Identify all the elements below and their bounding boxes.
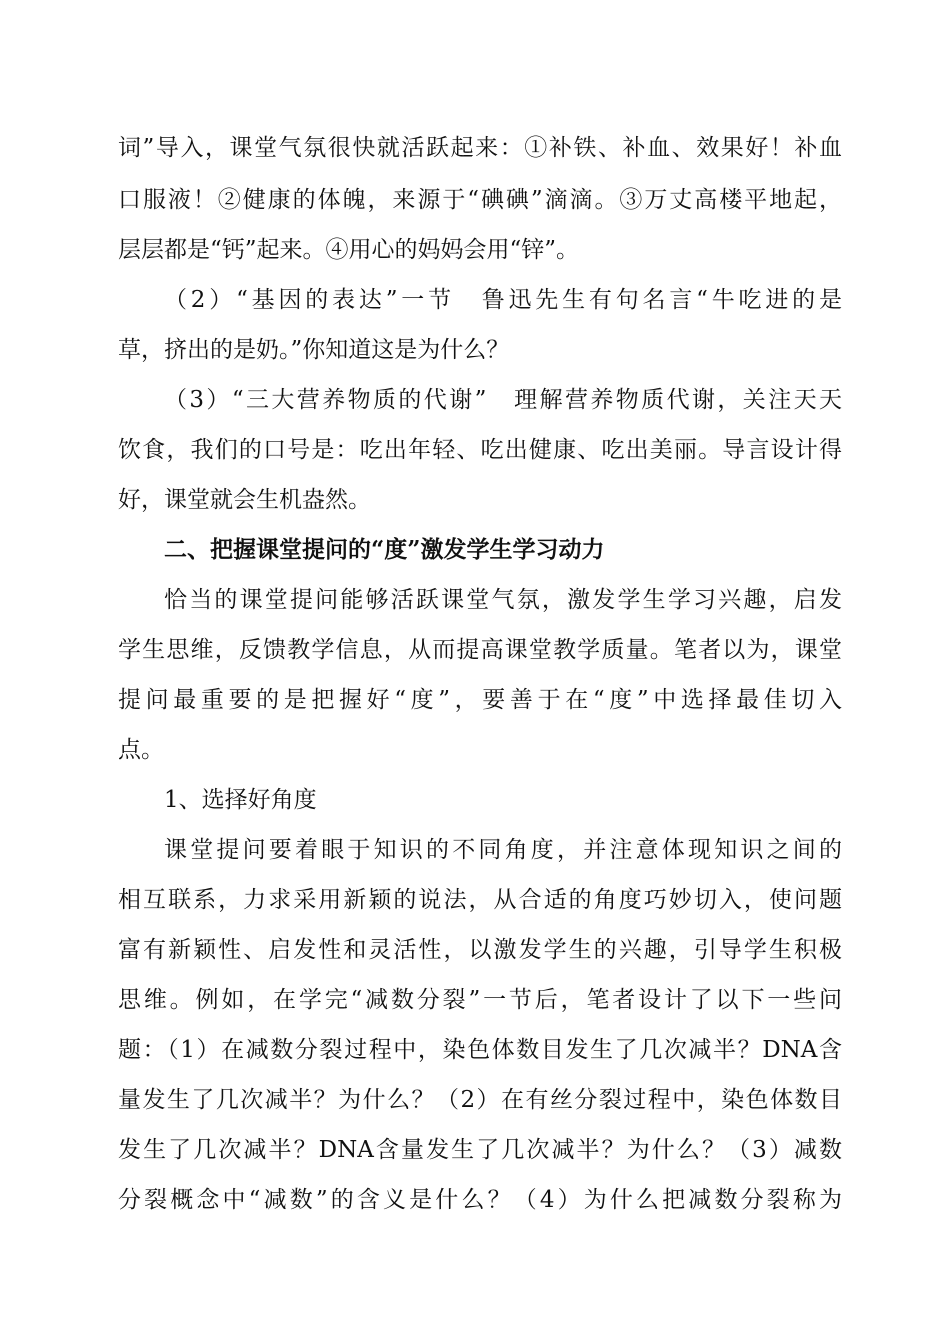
text-line: 草，挤出的是奶。”你知道这是为什么？	[118, 337, 510, 363]
text-line: （2）“基因的表达”一节 鲁迅先生有句名言“牛吃进的是	[164, 287, 842, 313]
subsection-heading: 1、选择好角度	[164, 787, 317, 813]
section-heading: 二、把握课堂提问的“度”激发学生学习动力	[164, 536, 605, 563]
text-line: 饮食，我们的口号是：吃出年轻、吃出健康、吃出美丽。导言设计得	[118, 437, 842, 463]
text-line: （3）“三大营养物质的代谢” 理解营养物质代谢，关注天天	[164, 387, 842, 413]
text-line: 学生思维，反馈教学信息，从而提高课堂教学质量。笔者以为，课堂	[118, 637, 842, 663]
text-line: 点。	[118, 737, 164, 763]
text-line: 发生了几次减半？DNA含量发生了几次减半？为什么？（3）减数	[118, 1137, 842, 1163]
text-line: 分裂概念中“减数”的含义是什么？（4）为什么把减数分裂称为	[118, 1187, 842, 1213]
text-line: 量发生了几次减半？为什么？（2）在有丝分裂过程中，染色体数目	[118, 1087, 842, 1113]
text-line: 词”导入，课堂气氛很快就活跃起来：①补铁、补血、效果好！补血	[118, 135, 842, 161]
text-line: 提问最重要的是把握好“度”，要善于在“度”中选择最佳切入	[118, 687, 842, 713]
text-line: 相互联系，力求采用新颖的说法，从合适的角度巧妙切入，使问题	[118, 887, 842, 913]
text-line: 课堂提问要着眼于知识的不同角度，并注意体现知识之间的	[164, 837, 842, 863]
text-line: 富有新颖性、启发性和灵活性，以激发学生的兴趣，引导学生积极	[118, 937, 842, 963]
text-line: 题：（1）在减数分裂过程中，染色体数目发生了几次减半？DNA含	[118, 1037, 842, 1063]
text-line: 恰当的课堂提问能够活跃课堂气氛，激发学生学习兴趣，启发	[164, 587, 842, 613]
text-line: 层层都是“钙”起来。④用心的妈妈会用“锌”。	[118, 237, 580, 263]
text-line: 好，课堂就会生机盎然。	[118, 487, 371, 513]
text-line: 思维。例如，在学完“减数分裂”一节后，笔者设计了以下一些问	[118, 987, 842, 1013]
text-line: 口服液！②健康的体魄，来源于“碘碘”滴滴。③万丈高楼平地起，	[118, 187, 842, 213]
